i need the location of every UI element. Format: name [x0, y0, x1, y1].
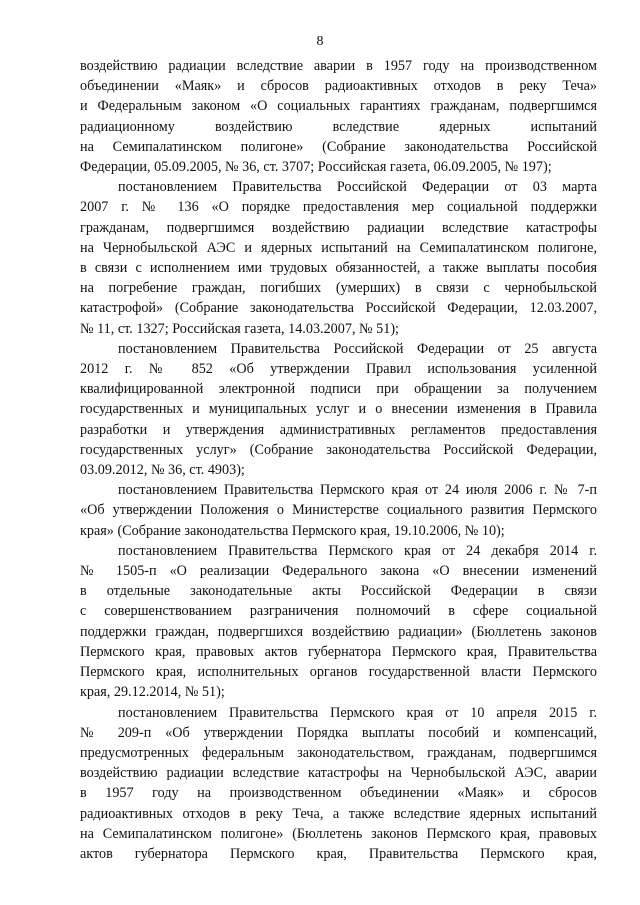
page-number: 8: [316, 34, 324, 49]
text-line: постановлением Правительства Пермского края от 10 апреля 2015 г.: [118, 704, 597, 721]
text-line: постановлением Правительства Российской Федерации от 25 августа: [118, 340, 597, 357]
text-line: № 11, ст. 1327; Российская газета, 14.03.2007, № 51);: [80, 320, 399, 337]
text-line: «Об утверждении Положения о Министерстве социального развития Пермского: [80, 502, 597, 519]
text-line: объединении «Маяк» и сбросов радиоактивных отходов в реку Теча»: [80, 78, 597, 95]
text-line: квалифицированной электронной подписи при обращении за получением: [80, 381, 597, 398]
text-line: постановлением Правительства Пермского края от 24 декабря 2014 г.: [118, 542, 597, 559]
text-line: 2007 г. № 136 «О порядке предоставления мер социальной поддержки: [80, 199, 597, 216]
text-line: на Семипалатинском полигоне» (Собрание законодательства Российской: [80, 138, 597, 155]
text-line: постановлением Правительства Пермского края от 24 июля 2006 г. № 7-п: [118, 482, 597, 499]
text-line: государственных услуг» (Собрание законодательства Российской Федерации,: [80, 441, 597, 458]
text-line: государственных и муниципальных услуг и о внесении изменения в Правила: [80, 401, 597, 418]
text-line: в 1957 году на производственном объединении «Маяк» и сбросов: [80, 785, 597, 802]
text-line: в отдельные законодательные акты Российской Федерации в связи: [80, 583, 597, 600]
text-line: постановлением Правительства Российской Федерации от 03 марта: [118, 179, 597, 196]
text-line: и Федеральным законом «О социальных гарантиях гражданам, подвергшимся: [80, 98, 597, 115]
text-line: гражданам, подвергшимся воздействию радиации вследствие катастрофы: [80, 219, 597, 236]
text-line: Пермского края, исполнительных органов государственной власти Пермского: [80, 664, 597, 681]
text-line: с совершенствованием разграничения полномочий в сфере социальной: [80, 603, 597, 620]
text-line: предусмотренных федеральным законодательством, гражданам, подвергшимся: [80, 744, 597, 761]
text-line: 03.09.2012, № 36, ст. 4903);: [80, 462, 245, 479]
text-line: катастрофой» (Собрание законодательства Российской Федерации, 12.03.2007,: [80, 300, 597, 317]
text-line: края» (Собрание законодательства Пермского края, 19.10.2006, № 10);: [80, 522, 505, 539]
text-line: края, 29.12.2014, № 51);: [80, 684, 225, 701]
text-line: № 209-п «Об утверждении Порядка выплаты пособий и компенсаций,: [80, 724, 597, 741]
document-body: [80, 56, 597, 864]
text-line: Пермского края, правовых актов губернатора Пермского края, Правительства: [80, 643, 597, 660]
text-line: воздействию радиации вследствие аварии в 1957 году на производственном: [80, 58, 597, 74]
text-line: на погребение граждан, погибших (умерших) в связи с чернобыльской: [80, 280, 597, 297]
text-line: воздействию радиации вследствие катастрофы на Чернобыльской АЭС, аварии: [80, 765, 597, 782]
text-line: актов губернатора Пермского края, Правительства Пермского края,: [80, 845, 597, 862]
text-line: на Семипалатинском полигоне» (Бюллетень законов Пермского края, правовых: [80, 825, 597, 842]
text-line: разработки и утверждения административных регламентов предоставления: [80, 421, 597, 438]
text-line: поддержки граждан, подвергшихся воздействию радиации» (Бюллетень законов: [80, 623, 597, 640]
text-line: № 1505-п «О реализации Федерального закона «О внесении изменений: [80, 563, 597, 580]
text-line: в связи с исполнением ими трудовых обязанностей, а также выплаты пособия: [80, 260, 597, 277]
text-line: 2012 г. № 852 «Об утверждении Правил использования усиленной: [80, 361, 597, 378]
text-line: Федерации, 05.09.2005, № 36, ст. 3707; Российская газета, 06.09.2005, № 197);: [80, 159, 552, 176]
text-line: на Чернобыльской АЭС и ядерных испытаний на Семипалатинском полигоне,: [80, 239, 597, 256]
text-line: радиационному воздействию вследствие ядерных испытаний: [80, 118, 597, 135]
text-line: радиоактивных отходов в реку Теча, а также вследствие ядерных испытаний: [80, 805, 597, 822]
